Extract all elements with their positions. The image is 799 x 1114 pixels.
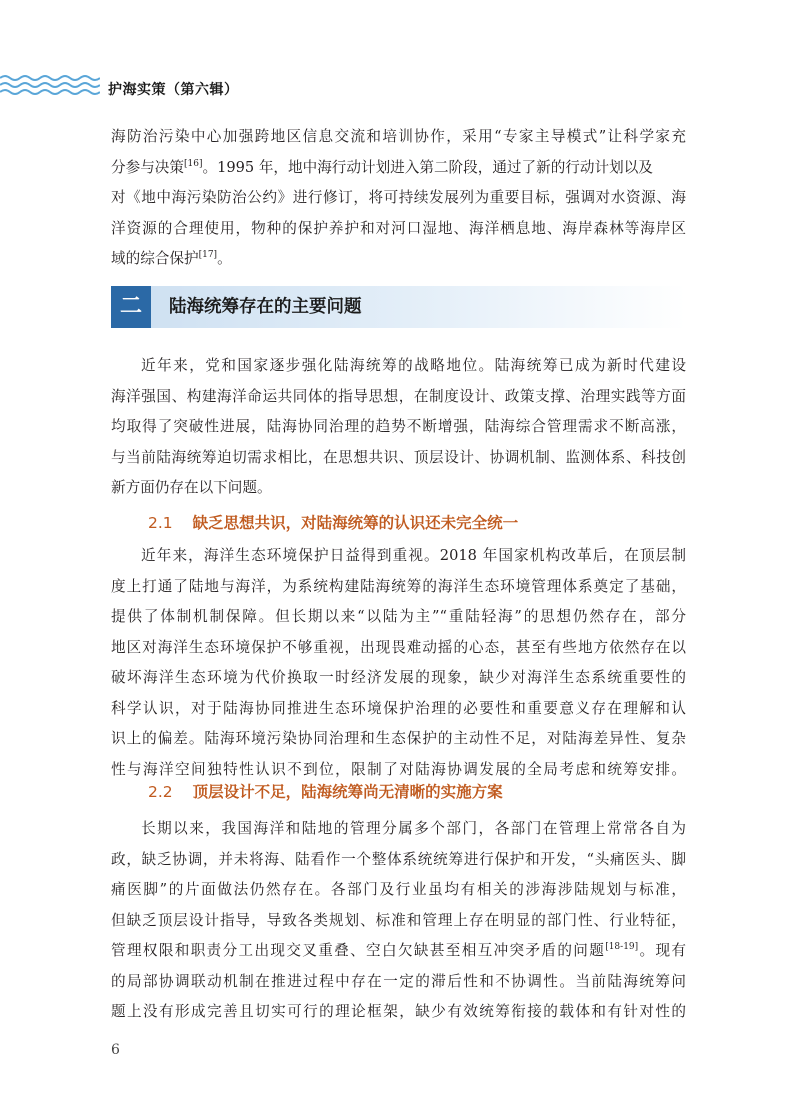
text-line: 近年来，海洋生态环境保护日益得到重视。2018 年国家机构改革后，在顶层制 <box>141 547 686 564</box>
citation: [18-19] <box>605 942 639 952</box>
text-line: 长期以来，我国海洋和陆地的管理分属多个部门，各部门在管理上常常各自为 <box>141 820 686 837</box>
text-line: 地区对海洋生态环境保护不够重视，出现畏难动摇的心态，甚至有些地方依然存在以 <box>111 638 686 656</box>
subsection-heading <box>148 511 518 533</box>
text-line: 题上没有形成完善且切实可行的理论框架，缺少有效统筹衔接的载体和有针对性的 <box>111 1003 686 1020</box>
text-line: 海防治污染中心加强跨地区信息交流和培训协作，采用“专家主导模式”让科学家充 <box>111 128 686 145</box>
subsection-number: 2.2 <box>148 783 173 801</box>
text-line: 近年来，党和国家逐步强化陆海统筹的战略地位。陆海统筹已成为新时代建设 <box>141 357 686 374</box>
section-title: 陆海统筹存在的主要问题 <box>169 297 362 317</box>
subsection-paragraph <box>111 814 686 1028</box>
citation: [17] <box>198 250 218 260</box>
subsection-number: 2.1 <box>148 514 173 532</box>
text-line: 科学认识，对于陆海协同推进生态环境保护治理的必要性和重要意义存在理解和认 <box>111 699 686 717</box>
section-heading <box>111 286 686 328</box>
text-line: 度上打通了陆地与海洋，为系统构建陆海统筹的海洋生态环境管理体系奠定了基础， <box>111 577 686 595</box>
section-number: 二 <box>111 286 151 328</box>
subsection-heading <box>148 780 503 802</box>
subsection-title: 顶层设计不足，陆海统筹尚无清晰的实施方案 <box>192 783 503 801</box>
text-line: 破坏海洋生态环境为代价换取一时经济发展的现象，缺少对海洋生态系统重要性的 <box>111 669 686 686</box>
wave-decoration-icon <box>0 72 100 100</box>
text-line: 均取得了突破性进展，陆海协同治理的趋势不断增强，陆海综合管理需求不断高涨， <box>111 418 686 435</box>
text-line: 新方面仍存在以下问题。 <box>111 479 272 496</box>
citation: [16] <box>183 158 203 169</box>
text-line: 的局部协调联动机制在推进过程中存在一定的滞后性和不协调性。当前陆海统筹问 <box>111 972 686 990</box>
text-line: 洋资源的合理使用，物种的保护养护和对河口湿地、海洋栖息地、海岸森林等海岸区 <box>111 219 686 237</box>
text-line: 管理权限和职责分工出现交叉重叠、空白欠缺甚至相互冲突矛盾的问题[18-19]。现有 <box>111 942 686 959</box>
text-line: 与当前陆海统筹迫切需求相比，在思想共识、顶层设计、协调机制、监测体系、科技创 <box>111 448 686 466</box>
text-line: 政，缺乏协调，并未将海、陆看作一个整体系统统筹进行保护和开发，“头痛医头、脚 <box>111 850 686 868</box>
text-line: 海洋强国、构建海洋命运共同体的指导思想，在制度设计、政策支撑、治理实践等方面 <box>111 387 686 405</box>
text-line: 分参与决策[16]。1995 年，地中海行动计划进入第二阶段，通过了新的行动计划以及 <box>111 158 653 176</box>
intro-paragraph <box>111 122 686 275</box>
text-line: 性与海洋空间独特性认识不到位，限制了对陆海协调发展的全局考虑和统筹安排。 <box>111 760 686 778</box>
text-line: 对《地中海污染防治公约》进行修订，将可持续发展列为重要目标，强调对水资源、海 <box>111 189 686 206</box>
page-number: 6 <box>111 1042 120 1058</box>
running-header-title: 护海实策（第六辑） <box>108 82 239 98</box>
text-line: 痛医脚”的片面做法仍然存在。各部门及行业虽均有相关的涉海涉陆规划与标准， <box>111 881 686 898</box>
text-line: 提供了体制机制保障。但长期以来“以陆为主”“重陆轻海”的思想仍然存在，部分 <box>111 608 686 625</box>
subsection-title: 缺乏思想共识，对陆海统筹的认识还未完全统一 <box>192 514 519 532</box>
section-intro-paragraph <box>111 351 686 504</box>
subsection-paragraph <box>111 541 686 785</box>
text-line: 域的综合保护[17]。 <box>111 250 232 267</box>
text-line: 识上的偏差。陆海环境污染协同治理和生态保护的主动性不足，对陆海差异性、复杂 <box>111 730 686 747</box>
text-line: 但缺乏顶层设计指导，导致各类规划、标准和管理上存在明显的部门性、行业特征， <box>111 911 686 929</box>
